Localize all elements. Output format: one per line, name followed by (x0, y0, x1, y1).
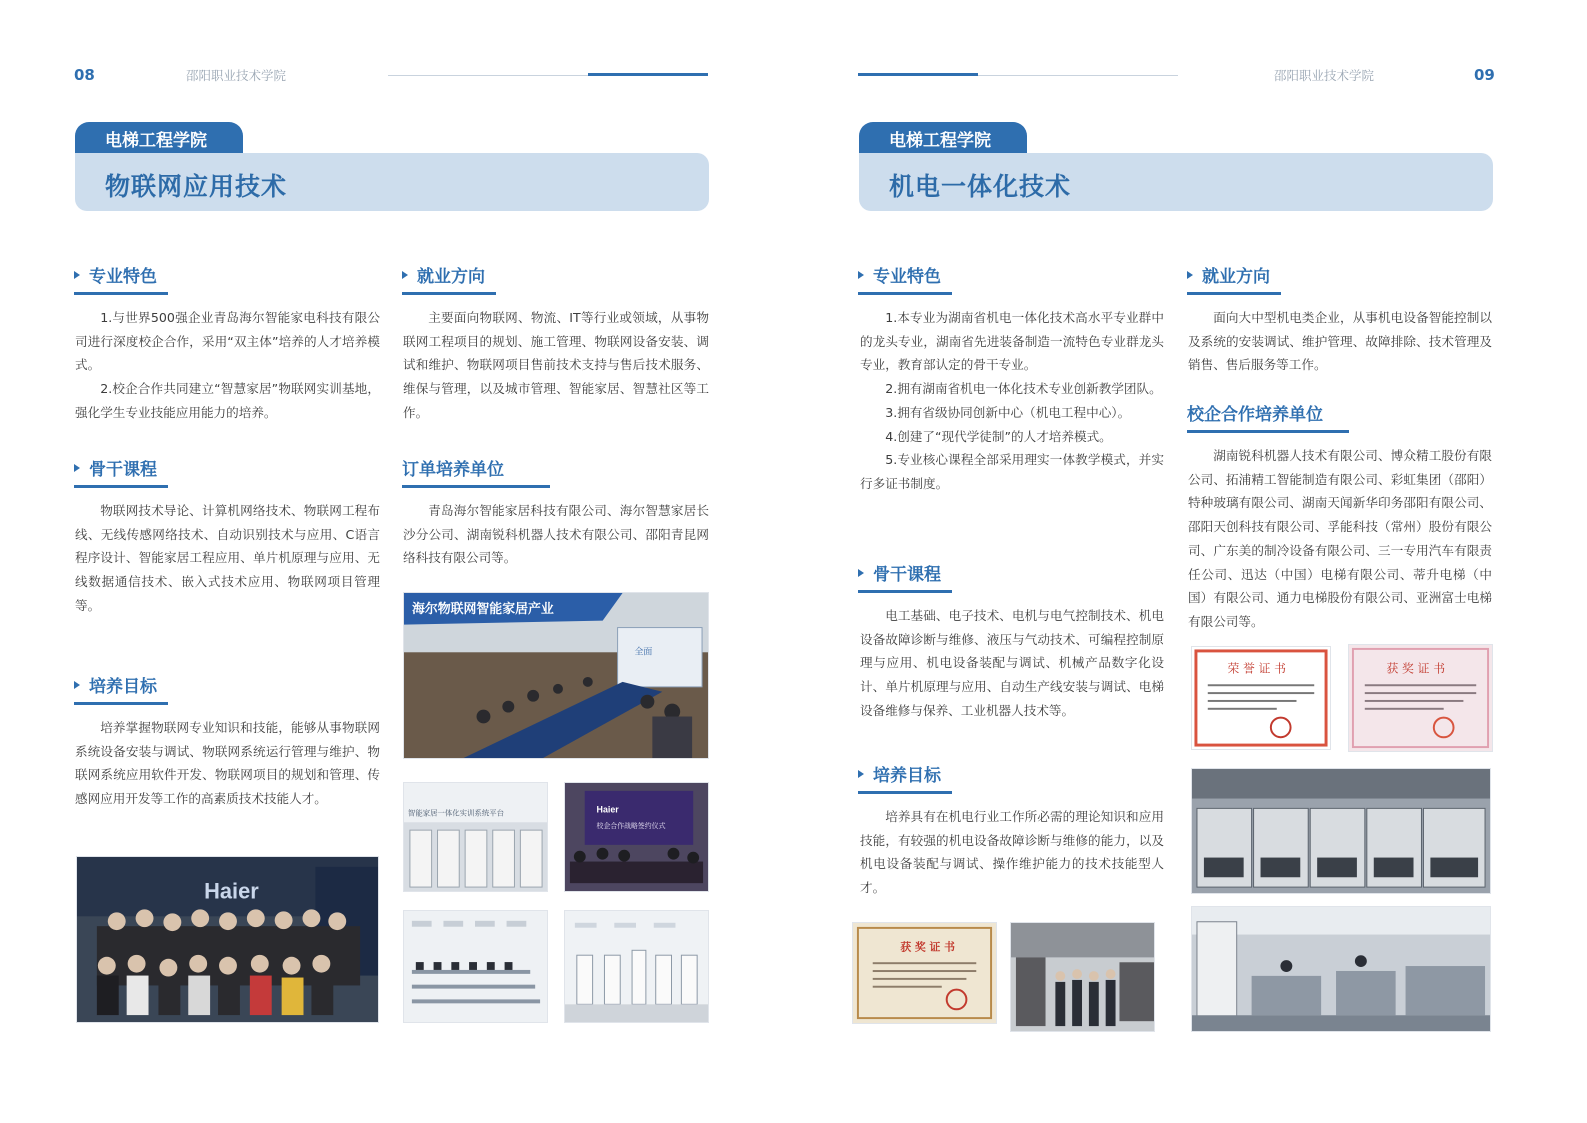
section-heading-features-left: 专业特色 (74, 262, 157, 287)
meeting-banner-text: 海尔物联网智能家居产业 (411, 601, 554, 617)
haier-logo-text: Haier (204, 878, 259, 904)
triangle-icon (1187, 271, 1193, 279)
section-heading-features-right: 专业特色 (858, 262, 941, 287)
signing-ceremony-photo (564, 782, 709, 892)
header-rule-accent-right (858, 73, 978, 76)
major-title-left: 物联网应用技术 (105, 172, 288, 201)
screen-text: 全面 (634, 647, 653, 658)
features-text-left: 1.与世界500强企业青岛海尔智能家电科技有限公司进行深度校企合作，采用“双主体”培养的人才培养模式。 2.校企合作共同建立“智慧家居”物联网实训基地，强化学生专业技能应用能力的培养。 (75, 310, 380, 420)
school-name-left: 邵阳职业技术学院 (186, 68, 287, 83)
triangle-icon (74, 271, 80, 279)
major-banner-left (75, 153, 709, 211)
section-underline (858, 791, 952, 794)
header-rule-accent-left (588, 73, 708, 76)
section-underline (402, 485, 550, 488)
page-number-right: 09 (1474, 66, 1495, 84)
triangle-icon (858, 271, 864, 279)
computer-lab-photo (403, 910, 548, 1023)
features-text-right: 1.本专业为湖南省机电一体化技术高水平专业群中的龙头专业，湖南省先进装备制造一流特色专业群龙头专业，教育部认定的骨干专业。 2.拥有湖南省机电一体化技术专业创新教学团队。 3.拥有省级协同创新中心（机电工程中心）。 4.创建了“现代学徒制”的人才培养模式。 5.专业核心课程全部采用理实一体教学模式，并实行多证书制度。 (860, 310, 1164, 491)
page-number-left: 08 (74, 66, 95, 84)
honor-certificate-title: 荣 誉 证 书 (1227, 661, 1287, 676)
signing-logo: Haier (596, 804, 619, 815)
award-certificate-title-right: 获 奖 证 书 (1386, 661, 1446, 676)
platform-sign: 智能家居一体化实训系统平台 (407, 808, 505, 818)
courses-text-left: 物联网技术导论、计算机网络技术、物联网工程布线、无线传感网络技术、自动识别技术与应用、C语言程序设计、智能家居工程应用、单片机原理与应用、无线数据通信技术、嵌入式技术应用、物联网项目管理等。 (75, 503, 380, 613)
smart-home-lab-photo (564, 910, 709, 1023)
section-underline (402, 292, 496, 295)
triangle-icon (74, 681, 80, 689)
major-title-right: 机电一体化技术 (889, 172, 1072, 201)
section-underline (74, 702, 168, 705)
section-underline (858, 590, 952, 593)
section-heading-courses-right: 骨干课程 (858, 560, 941, 585)
section-heading-goal-left: 培养目标 (74, 672, 157, 697)
automation-line-photo (1191, 768, 1491, 894)
triangle-icon (858, 569, 864, 577)
courses-text-right: 电工基础、电子技术、电机与电气控制技术、机电设备故障诊断与维修、液压与气动技术、可编程控制原理与应用、机电设备装配与调试、机械产品数字化设计、单片机原理与应用、自动生产线安装与调试、电梯设备维修与保养、工业机器人技术等。 (860, 608, 1164, 718)
college-tag-right: 电梯工程学院 (859, 122, 1027, 155)
school-name-right: 邵阳职业技术学院 (1274, 68, 1375, 83)
award-certificate (1348, 644, 1493, 752)
college-tag-left: 电梯工程学院 (75, 122, 243, 155)
order-text-left: 青岛海尔智能家居科技有限公司、海尔智慧家居长沙分公司、湖南锐科机器人技术有限公司、邵阳青昆网络科技有限公司等。 (403, 503, 709, 566)
goal-text-right: 培养具有在机电行业工作所必需的理论知识和应用技能，有较强的机电设备故障诊断与维修的能力，以及机电设备装配与调试、操作维护能力的技术技能型人才。 (860, 809, 1164, 896)
section-heading-employment-left: 就业方向 (402, 262, 485, 287)
plaque-group-photo (1010, 922, 1155, 1032)
triangle-icon (402, 271, 408, 279)
section-underline (74, 485, 168, 488)
major-banner-right (859, 153, 1493, 211)
section-heading-employment-right: 就业方向 (1187, 262, 1270, 287)
meeting-photo (403, 592, 709, 759)
section-heading-goal-right: 培养目标 (858, 761, 941, 786)
triangle-icon (858, 770, 864, 778)
section-underline (1187, 292, 1281, 295)
training-workshop-photo (1191, 906, 1491, 1032)
award-certificate-photo (852, 922, 997, 1024)
section-heading-courses-left: 骨干课程 (74, 455, 157, 480)
section-underline (74, 292, 168, 295)
training-platform-photo (403, 782, 548, 892)
group-photo (76, 856, 379, 1023)
section-underline (1187, 430, 1349, 433)
coop-text-right: 湖南锐科机器人技术有限公司、博众精工股份有限公司、拓浦精工智能制造有限公司、彩虹集团（邵阳）特种玻璃有限公司、湖南天闻新华印务邵阳有限公司、邵阳天创科技有限公司、孚能科技（常州）股份有限公司、广东美的制冷设备有限公司、三一专用汽车有限责任公司、迅达（中国）电梯有限公司、蒂升电梯（中国）有限公司、通力电梯股份有限公司、亚洲富士电梯有限公司等。 (1188, 448, 1492, 629)
award-certificate-title: 获 奖 证 书 (900, 940, 955, 954)
honor-certificate (1191, 646, 1331, 750)
section-heading-coop-right: 校企合作培养单位 (1187, 405, 1323, 425)
section-heading-order-left: 订单培养单位 (402, 460, 504, 480)
employment-text-left: 主要面向物联网、物流、IT等行业或领域，从事物联网工程项目的规划、施工管理、物联网设备安装、调试和维护、物联网项目售前技术支持与售后技术服务、维保与管理，以及城市管理、智能家居、智慧社区等工作。 (403, 310, 709, 420)
signing-screen-text: 校企合作战略签约仪式 (596, 822, 666, 831)
triangle-icon (74, 464, 80, 472)
section-underline (858, 292, 952, 295)
employment-text-right: 面向大中型机电类企业，从事机电设备智能控制以及系统的安装调试、维护管理、故障排除、技术管理及销售、售后服务等工作。 (1188, 310, 1492, 373)
goal-text-left: 培养掌握物联网专业知识和技能，能够从事物联网系统设备安装与调试、物联网系统运行管理与维护、物联网系统应用软件开发、物联网项目的规划和管理、传感网应用开发等工作的高素质技术技能人才。 (75, 720, 380, 807)
